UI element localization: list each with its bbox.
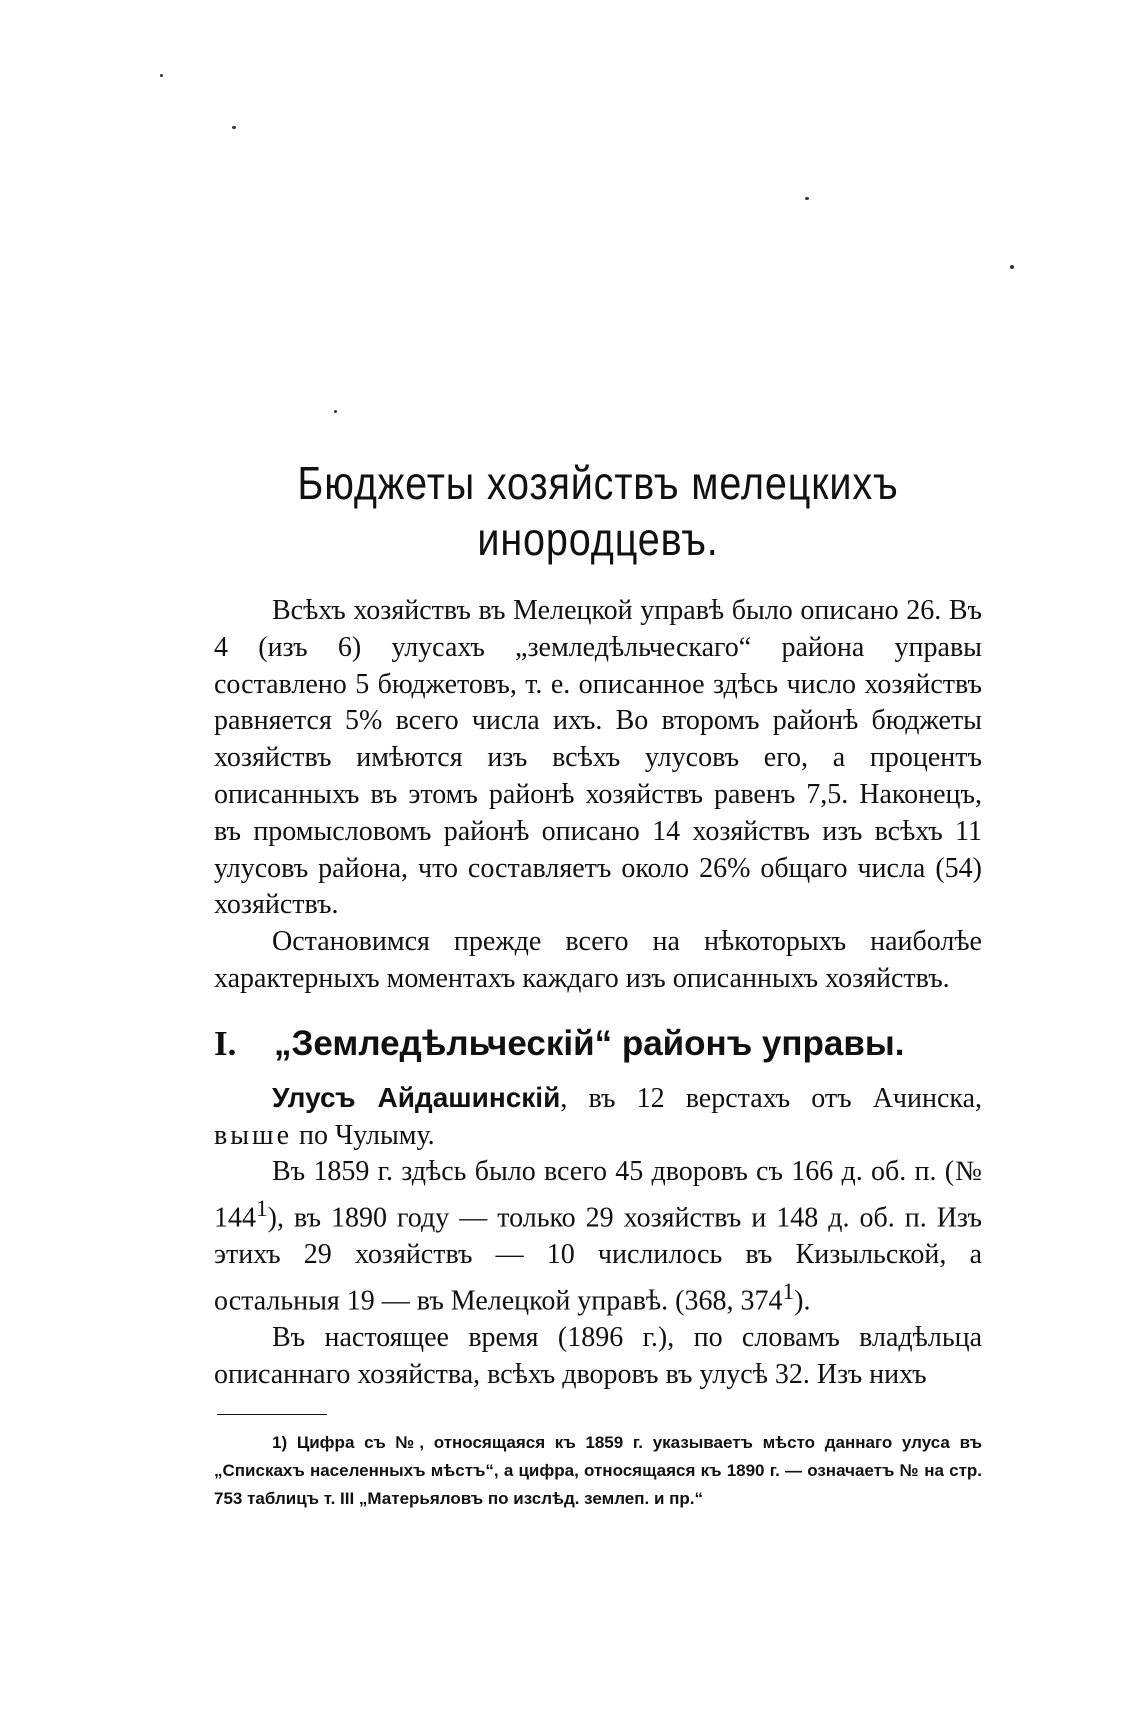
history-text-b: ), въ 1890 году — только 29 хозяйствъ и 148 д. об. п. Изъ этихъ 29 хозяйствъ — 10 числилось въ Кизыльской, а остальныя 19 — въ Мелецкой управѣ. (368, 374 xyxy=(214,1202,982,1317)
document-page xyxy=(214,455,982,1513)
title-line-1: Бюджеты хозяйствъ мелецкихъ xyxy=(297,457,899,509)
footnote-text: Цифра съ №, относящаяся къ 1859 г. указываетъ мѣсто даннаго улуса въ „Спискахъ населенныхъ мѣстъ“, а цифра, относящаяся къ 1890 г. — означаетъ № на стр. 753 таблицъ т. III „Матерьяловъ по изслѣд. землеп. и пр.“ xyxy=(214,1432,982,1508)
section-number: I. xyxy=(214,1023,237,1063)
present-paragraph: Въ настоящее время (1896 г.), по словамъ владѣльца описаннаго хозяйства, всѣхъ дворовъ въ улусѣ 32. Изъ нихъ xyxy=(214,1322,982,1390)
intro-paragraph-2: Остановимся прежде всего на нѣкоторыхъ наиболѣе характерныхъ моментахъ каждаго изъ описанныхъ хозяйствъ. xyxy=(214,926,982,994)
ulus-location-after: по Чулыму. xyxy=(292,1119,435,1151)
history-text-c: ). xyxy=(794,1285,811,1317)
ulus-location-before: , въ 12 верстахъ отъ Ачинска, xyxy=(560,1082,982,1114)
footnotes xyxy=(214,1429,982,1513)
page-title xyxy=(268,455,928,567)
ulus-name: Улусъ Айдашинскій xyxy=(272,1081,561,1113)
footnote-1 xyxy=(214,1429,982,1513)
footnote-ref-1: 1 xyxy=(256,1196,268,1223)
footnote-divider xyxy=(217,1414,327,1415)
ulus-paragraph xyxy=(214,1080,982,1155)
print-speck xyxy=(1010,265,1014,269)
print-speck xyxy=(805,197,809,200)
ulus-location-spaced: выше xyxy=(214,1119,293,1151)
title-line-2: инородцевъ. xyxy=(477,513,719,565)
history-paragraph xyxy=(214,1154,982,1320)
body-text xyxy=(214,593,982,1394)
section-heading xyxy=(214,1022,982,1066)
footnote-ref-2: 1 xyxy=(782,1279,795,1306)
print-speck xyxy=(334,410,337,413)
print-speck xyxy=(160,74,163,77)
footnote-marker: 1) xyxy=(272,1432,288,1452)
print-speck xyxy=(232,126,236,129)
section-title: „Земледѣльческій“ районъ управы. xyxy=(274,1023,905,1063)
history-text-a: Въ 1859 г. здѣсь было всего 45 дворовъ съ 166 д. об. п. (№ 144 xyxy=(214,1156,982,1234)
intro-paragraph-1: Всѣхъ хозяйствъ въ Мелецкой управѣ было описано 26. Въ 4 (изъ 6) улусахъ „земледѣльческаго“ района управы составлено 5 бюджетовъ, т. е. описанное здѣсь число хозяйствъ равняется 5% всего числа ихъ. Во второмъ районѣ бюджеты хозяйствъ имѣются изъ всѣхъ улусовъ его, а процентъ описанныхъ въ этомъ районѣ хозяйствъ равенъ 7,5. Наконецъ, въ промысловомъ районѣ описано 14 хозяйствъ изъ всѣхъ 11 улусовъ района, что составляетъ около 26% общаго числа (54) хозяйствъ. xyxy=(214,595,982,921)
